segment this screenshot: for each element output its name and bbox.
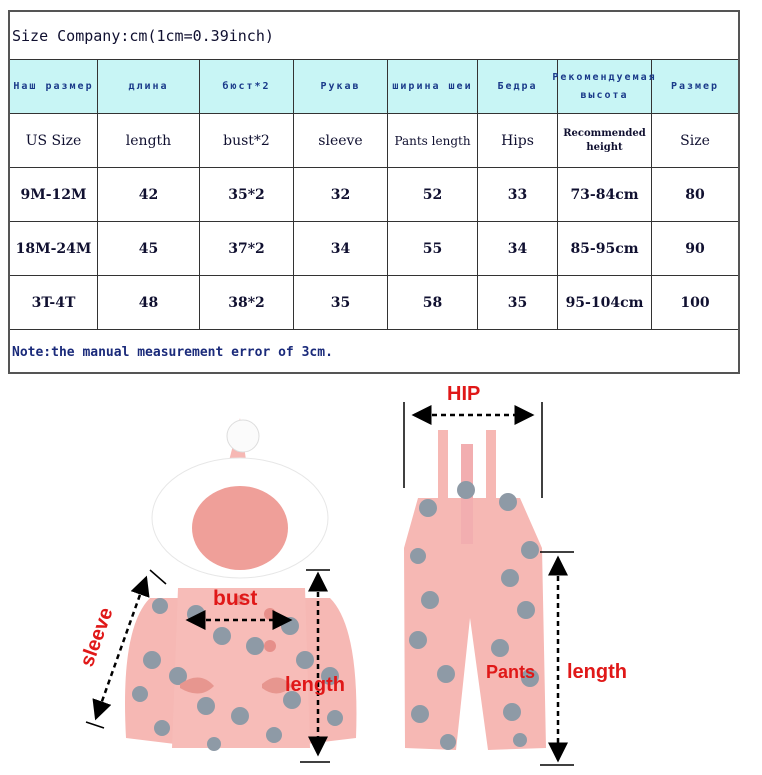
table-cell: 38*2 bbox=[200, 276, 294, 329]
en-header-us-size: US Size bbox=[10, 114, 98, 167]
table-cell: 85-95cm bbox=[558, 222, 652, 275]
table-cell: 95-104cm bbox=[558, 276, 652, 329]
jacket-image bbox=[125, 418, 356, 751]
ru-header-size-number: Размер bbox=[670, 80, 720, 92]
garment-illustration bbox=[0, 378, 762, 775]
table-cell: 35*2 bbox=[200, 168, 294, 221]
sleeve-label: sleeve bbox=[76, 604, 118, 670]
table-cell: 32 bbox=[294, 168, 388, 221]
pants-length-label: length bbox=[567, 661, 627, 683]
russian-header-row bbox=[10, 60, 738, 114]
table-cell: 34 bbox=[478, 222, 558, 275]
table-row bbox=[10, 222, 738, 276]
table-cell: 52 bbox=[388, 168, 478, 221]
table-cell: 34 bbox=[294, 222, 388, 275]
hip-label: HIP bbox=[447, 383, 481, 405]
ru-header-bust: бюст*2 bbox=[200, 60, 294, 113]
table-cell: 55 bbox=[388, 222, 478, 275]
ru-header-length: длина bbox=[98, 60, 200, 113]
measurement-note: Note:the manual measurement error of 3cm. bbox=[12, 344, 333, 360]
size-chart-title: Size Company:cm(1cm=0.39inch) bbox=[10, 12, 738, 60]
en-header-length: length bbox=[98, 114, 200, 167]
table-cell: 90 bbox=[685, 240, 705, 257]
ru-header-hips: Бедра bbox=[478, 60, 558, 113]
en-header-bust: bust*2 bbox=[200, 114, 294, 167]
ru-header-sleeve: Рукав bbox=[294, 60, 388, 113]
table-cell: 42 bbox=[98, 168, 200, 221]
table-cell: 37*2 bbox=[200, 222, 294, 275]
pants-image bbox=[404, 430, 546, 750]
table-row bbox=[10, 276, 738, 330]
table-cell: 58 bbox=[388, 276, 478, 329]
en-header-recommended-height: Recommended height bbox=[558, 114, 652, 167]
ru-header-height: Рекомендуемая высота bbox=[558, 60, 652, 113]
table-cell: 35 bbox=[294, 276, 388, 329]
ru-header-width: ширина шеи bbox=[388, 60, 478, 113]
en-header-hips: Hips bbox=[478, 114, 558, 167]
pants-label: Pants bbox=[486, 662, 536, 682]
table-cell: 9M-12M bbox=[10, 168, 98, 221]
jacket-length-label: length bbox=[285, 674, 345, 696]
table-cell: 18M-24M bbox=[10, 222, 98, 275]
size-chart-table bbox=[8, 10, 740, 374]
english-header-row bbox=[10, 114, 738, 168]
table-cell: 80 bbox=[685, 186, 705, 203]
table-cell: 73-84cm bbox=[558, 168, 652, 221]
table-row bbox=[10, 168, 738, 222]
bust-label: bust bbox=[213, 587, 258, 610]
table-cell: 48 bbox=[98, 276, 200, 329]
ru-header-size: Наш размер bbox=[10, 60, 98, 113]
table-cell: 45 bbox=[98, 222, 200, 275]
en-header-size: Size bbox=[680, 132, 710, 149]
table-cell: 100 bbox=[680, 294, 710, 311]
table-cell: 3T-4T bbox=[10, 276, 98, 329]
en-header-pants-length: Pants length bbox=[388, 114, 478, 167]
table-cell: 35 bbox=[478, 276, 558, 329]
en-header-sleeve: sleeve bbox=[294, 114, 388, 167]
table-cell: 33 bbox=[478, 168, 558, 221]
